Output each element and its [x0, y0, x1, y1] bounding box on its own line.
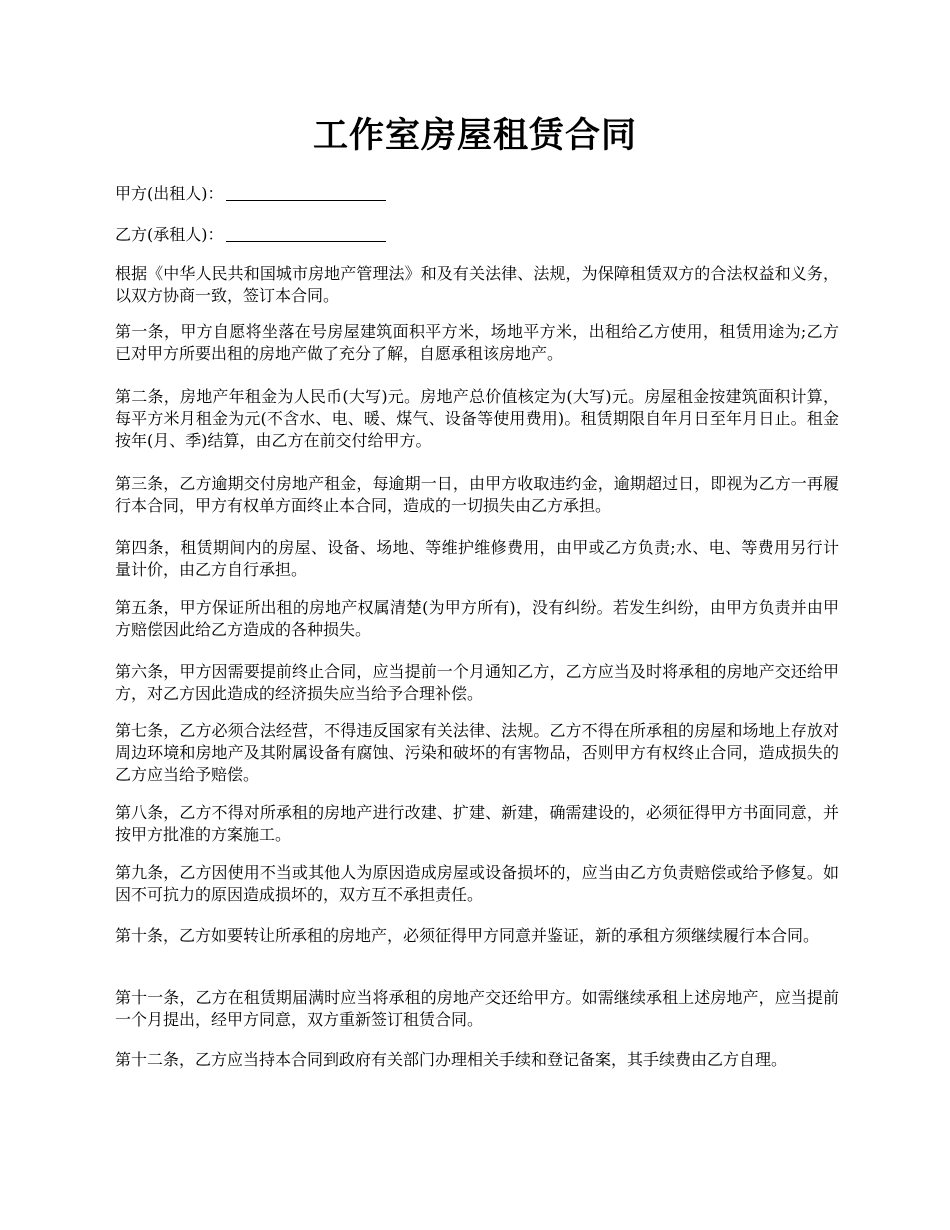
paragraph-article-7: 第七条，乙方必须合法经营，不得违反国家有关法律、法规。乙方不得在所承租的房屋和场地上存放对周边环境和房地产及其附属设备有腐蚀、污染和破坏的有害物品，否则甲方有权终止合同，造成损失的乙方应当给予赔偿。 [115, 721, 839, 784]
paragraph-article-10: 第十条，乙方如要转让所承租的房地产，必须征得甲方同意并鉴证，新的承租方须继续履行本合同。 [115, 926, 820, 945]
paragraph-article-2: 第二条，房地产年租金为人民币(大写)元。房地产总价值核定为(大写)元。房屋租金按建筑面积计算，每平方米月租金为元(不含水、电、暖、煤气、设备等使用费用)。租赁期限自年月日至年月日止。租金按年(月、季)结算，由乙方在前交付给甲方。 [115, 387, 839, 450]
party-b-blank [226, 225, 386, 242]
paragraph-preamble: 根据《中华人民共和国城市房地产管理法》和及有关法律、法规，为保障租赁双方的合法权益和义务，以双方协商一致，签订本合同。 [115, 264, 839, 305]
paragraph-article-8: 第八条，乙方不得对所承租的房地产进行改建、扩建、新建，确需建设的，必须征得甲方书面同意，并按甲方批准的方案施工。 [115, 803, 839, 844]
paragraph-article-4: 第四条，租赁期间内的房屋、设备、场地、等维护维修费用，由甲或乙方负责;水、电、等费用另行计量计价，由乙方自行承担。 [115, 538, 839, 579]
party-a-line [115, 183, 386, 205]
paragraph-article-3: 第三条，乙方逾期交付房地产租金，每逾期一日，由甲方收取违约金，逾期超过日，即视为乙方一再履行本合同，甲方有权单方面终止本合同，造成的一切损失由乙方承担。 [115, 474, 839, 515]
paragraph-article-11: 第十一条，乙方在租赁期届满时应当将承租的房地产交还给甲方。如需继续承租上述房地产，应当提前一个月提出，经甲方同意，双方重新签订租赁合同。 [115, 988, 839, 1029]
paragraph-article-5: 第五条，甲方保证所出租的房地产权属清楚(为甲方所有)，没有纠纷。若发生纠纷，由甲方负责并由甲方赔偿因此给乙方造成的各种损失。 [115, 598, 839, 639]
paragraph-article-9: 第九条，乙方因使用不当或其他人为原因造成房屋或设备损坏的，应当由乙方负责赔偿或给予修复。如因不可抗力的原因造成损坏的，双方互不承担责任。 [115, 863, 839, 904]
paragraph-article-1: 第一条，甲方自愿将坐落在号房屋建筑面积平方米，场地平方米，出租给乙方使用，租赁用途为;乙方已对甲方所要出租的房地产做了充分了解，自愿承租该房地产。 [115, 322, 839, 363]
paragraph-article-6: 第六条，甲方因需要提前终止合同，应当提前一个月通知乙方，乙方应当及时将承租的房地产交还给甲方，对乙方因此造成的经济损失应当给予合理补偿。 [115, 662, 839, 703]
party-a-label: 甲方(出租人)： [115, 184, 224, 203]
party-b-label: 乙方(承租人)： [115, 225, 224, 244]
paragraph-article-12: 第十二条，乙方应当持本合同到政府有关部门办理相关手续和登记备案，其手续费由乙方自理。 [115, 1050, 788, 1069]
party-a-blank [226, 184, 386, 201]
document-title: 工作室房屋租赁合同 [312, 115, 637, 156]
party-b-line [115, 224, 386, 246]
